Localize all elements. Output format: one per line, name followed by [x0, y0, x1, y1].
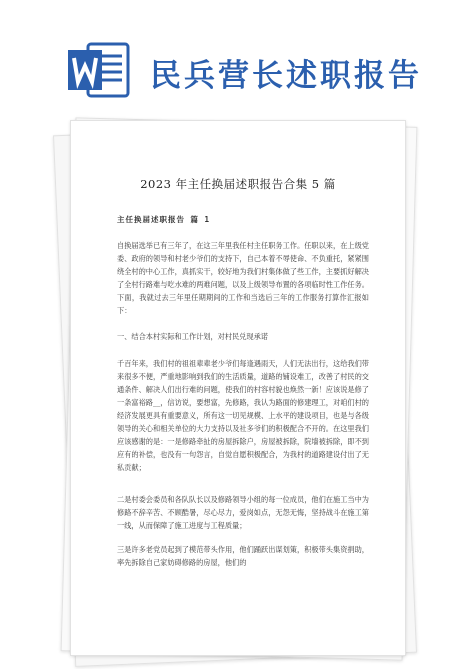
- paragraph-intro: 自换届选举已有三年了，在这三年里我任村主任职务工作。任职以来，在上级党委、政府的领导和村老少爷们的支持下，自己本着不辱使命、不负重托，紧紧围绕全村的中心工作，真抓实干，较好地为我们村集体做了些工作，主要抓好解决了全村行路难与吃水难的两难问题，以及上级领导布置的各项临时性工作任务。下面，我就过去三年里任期期间的工作和当选后三年的工作服务打算作汇报如下：: [117, 241, 369, 315]
- paragraph-committee-members: 二是村委会委员和各队队长以及修路领导小组的每一位成员，他们在施工当中为修路不辞辛苦、不顾酷暑，尽心尽力，爱岗如点，无怨无悔，坚持战斗在施工第一线，从而保障了施工进度与工程质量；: [117, 495, 369, 530]
- document-page: [70, 120, 406, 656]
- paragraph-party-members: 三是许多老党员起到了模范带头作用，他们踊跃出谋划策，积极带头集资捐助，率先拆除自己家妨碍修路的房屋，他们的: [117, 545, 369, 567]
- microsoft-word-icon: [66, 40, 132, 100]
- paragraph-road-construction: 千百年来，我们村的祖祖辈辈老少爷们每逢遇雨天，人们无法出行，这给我们带来很多不便，严重地影响到我们的生活质量，道路的铺设难工，改善了村民的交通条件、解决人们出行难的问题，使我们的村容村貌也焕然一新！应该说是修了一条富裕路__，信访说，要想富，先修路，我认为路面的修建理工，对咱们村的经济发展更具有重要意义，所有这一切见规模、上水平的建设项目，也是与各级领导的关心和相关单位的大力支持以及社多爷们的积极配合不开的。在这里我们应该感谢的是：一是修路牵扯的房屋拆除户，房屋被拆除，院墙被拆除，即不到应有的补偿，也没有一句怨言，自觉自愿积极配合，为我村的道路建设付出了无私贡献；: [117, 359, 369, 472]
- page-title: 2023 年主任换届述职报告合集 5 篇: [140, 177, 336, 191]
- document-header: [0, 0, 474, 112]
- document-preview: [64, 118, 410, 658]
- section-heading: 主任换届述职报告 篇 1: [117, 215, 211, 224]
- paragraph-heading-one: 一、结合本村实际和工作计划，对村民兑现承诺: [117, 332, 268, 341]
- document-title: 民兵营长述职报告: [150, 58, 422, 94]
